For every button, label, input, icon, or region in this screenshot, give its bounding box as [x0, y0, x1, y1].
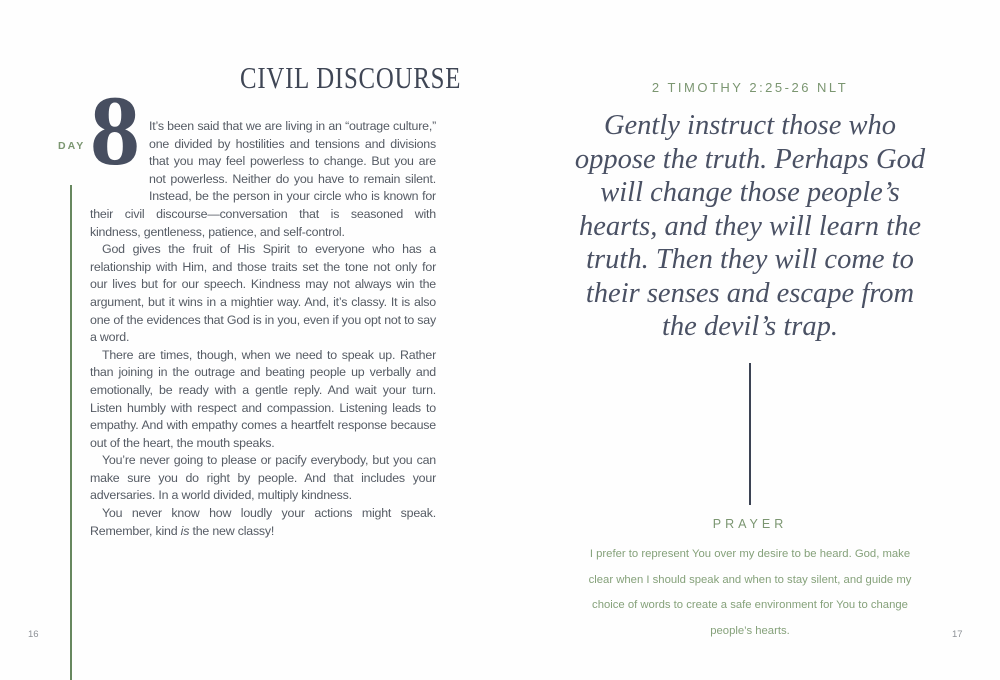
devotional-body [90, 118, 436, 540]
left-margin-rule [70, 185, 72, 680]
verse-reference: 2 TIMOTHY 2:25-26 NLT [651, 80, 849, 95]
dropcap-spacer [90, 118, 149, 189]
vertical-divider [749, 363, 751, 505]
day-number: 8 [90, 75, 140, 186]
paragraph: God gives the fruit of His Spirit to everyone who has a relationship with Him, and those traits set the tone not only for our lives but for our speech. Kindness may not always win the argument, but it wins in a mightier way. And, it’s classy. It is also one of the evidences that God is in you, even if you opt not to say a word. [90, 242, 436, 345]
paragraph [90, 505, 436, 540]
prayer-heading: PRAYER [712, 517, 788, 531]
paragraph-text: It’s been said that we are living in an “outrage culture,” one divided by hostilities and tensions and divisions that you may feel powerless to change. But you are not powerless. Neither do you have to remain silent. Instead, be the person in your circle who is known for their civil discourse—conversation that is seasoned with kindness, gentleness, patience, and self-control. [90, 119, 436, 239]
emphasized-word: is [180, 523, 190, 538]
paragraph-text: You never know how loudly your actions might speak. Remember, kind [90, 506, 436, 538]
day-label: DAY [58, 140, 86, 152]
paragraph: You’re never going to please or pacify everybody, but you can make sure you do right by people. And that includes your adversaries. In a world divided, multiply kindness. [90, 453, 436, 503]
prayer-text: I prefer to represent You over my desire to be heard. God, make clear when I should speak and when to stay silent, and guide my choice of words to create a safe environment for You to change people’s hearts. [588, 548, 912, 637]
paragraph-text: the new classy! [189, 523, 275, 538]
page-number-left: 16 [28, 629, 39, 640]
right-page [500, 0, 1000, 680]
paragraph [90, 118, 436, 241]
page-number-right: 17 [952, 629, 963, 640]
paragraph: There are times, though, when we need to speak up. Rather than joining in the outrage and beating people up verbally and emotionally, be ready with a gentle reply. And wait your turn. Listen humbly with respect and compassion. Listening leads to empathy. And with empathy comes a heartfelt response because out of the heart, the mouth speaks. [90, 347, 436, 450]
verse-text: Gently instruct those who oppose the truth. Perhaps God will change those people’s hearts, and they will learn the truth. Then they will come to their senses and escape from the devil’s trap. [574, 110, 926, 342]
chapter-title: CIVIL DISCOURSE [240, 60, 462, 95]
